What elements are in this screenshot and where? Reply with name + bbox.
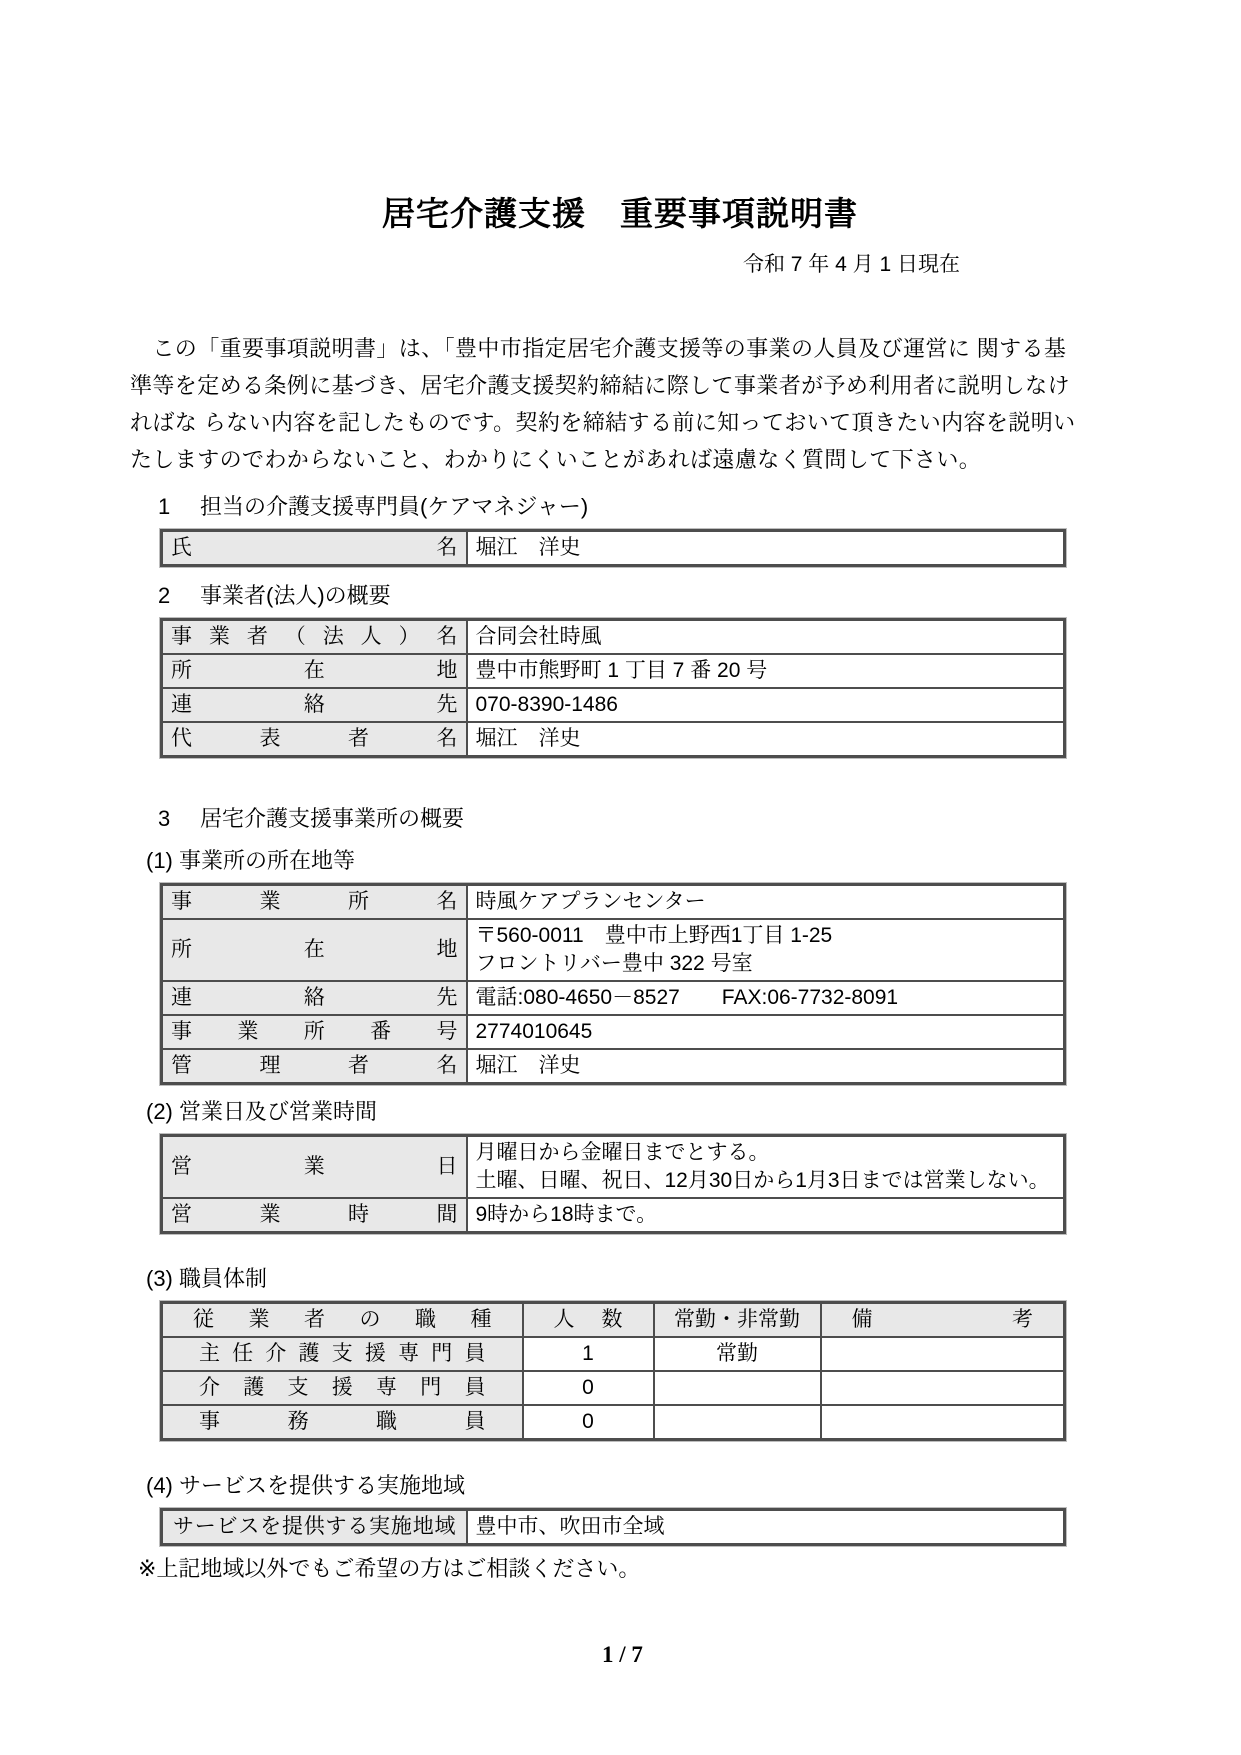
section-title: 居宅介護支援事業所の概要 <box>200 806 465 832</box>
label-cell: 営 業 日 <box>162 1136 467 1199</box>
table-row <box>162 1015 1065 1049</box>
subsection-3-heading: (3) 職員体制 <box>146 1266 268 1292</box>
value-cell <box>467 919 1065 981</box>
section-1-heading <box>158 492 1110 522</box>
value-cell: 堀江 洋史 <box>467 1049 1065 1084</box>
section-number: 3 <box>158 806 171 832</box>
hours-line: 土曜、日曜、祝日、12月30日から1月3日までは営業しない。 <box>475 1169 1050 1193</box>
table-row <box>162 531 1065 566</box>
section-3-heading <box>158 804 1110 834</box>
header-cell: 常勤・非常勤 <box>654 1303 821 1338</box>
table-header-row <box>162 1303 1065 1338</box>
section-title: 事業者(法人)の概要 <box>200 583 391 609</box>
header-cell: 人 数 <box>523 1303 654 1338</box>
label-cell: 連 絡 先 <box>162 688 467 722</box>
value-cell: 電話:080-4650－8527 FAX:06-7732-8091 <box>467 981 1065 1015</box>
note-cell <box>821 1405 1065 1440</box>
label-cell: 営 業 時 間 <box>162 1198 467 1233</box>
header-cell: 従 業 者 の 職 種 <box>162 1303 523 1338</box>
hours-line: 月曜日から金曜日までとする。 <box>475 1141 770 1165</box>
role-cell: 事 務 職 員 <box>162 1405 523 1440</box>
note-cell <box>821 1371 1065 1405</box>
employment-type-cell <box>654 1405 821 1440</box>
office-location-table <box>160 883 1066 1085</box>
value-cell: 堀江 洋史 <box>467 531 1065 566</box>
service-area-note: ※上記地域以外でもご希望の方はご相談ください。 <box>138 1556 641 1582</box>
value-cell: 9時から18時まで。 <box>467 1198 1065 1233</box>
value-cell: 堀江 洋史 <box>467 722 1065 757</box>
value-cell: 時風ケアプランセンター <box>467 885 1065 920</box>
address-line: 〒560-0011 豊中市上野西1丁目 1-25 <box>475 924 833 948</box>
value-cell: 豊中市、吹田市全域 <box>467 1510 1065 1545</box>
table-row <box>162 1136 1065 1199</box>
table-row <box>162 1337 1065 1371</box>
employment-type-cell: 常勤 <box>654 1337 821 1371</box>
label-cell: 氏 名 <box>162 531 467 566</box>
count-cell: 1 <box>523 1337 654 1371</box>
intro-line: 準等を定める条例に基づき、居宅介護支援契約締結に際して事業者が予め利用者に説明しなけ <box>130 373 1070 399</box>
table-row <box>162 620 1065 655</box>
label-cell: サービスを提供する実施地域 <box>162 1510 467 1545</box>
staffing-table <box>160 1301 1066 1441</box>
table-row <box>162 885 1065 920</box>
table-row <box>162 1510 1065 1545</box>
intro-line: ればな らない内容を記したものです。契約を締結する前に知っておいて頂きたい内容を説明い <box>130 410 1076 436</box>
service-area-table <box>160 1508 1066 1546</box>
subsection-1-heading: (1) 事業所の所在地等 <box>146 848 356 874</box>
intro-paragraph <box>130 330 1110 478</box>
role-cell: 介 護 支 援 専 門 員 <box>162 1371 523 1405</box>
address-line: フロントリバー豊中 322 号室 <box>475 952 753 976</box>
section-title: 担当の介護支援専門員(ケアマネジャー) <box>200 494 589 520</box>
table-row <box>162 1049 1065 1084</box>
value-cell: 豊中市熊野町 1 丁目 7 番 20 号 <box>467 654 1065 688</box>
page-title: 居宅介護支援 重要事項説明書 <box>382 195 858 232</box>
business-hours-table <box>160 1134 1066 1234</box>
table-row <box>162 1405 1065 1440</box>
note-cell <box>821 1337 1065 1371</box>
count-cell: 0 <box>523 1371 654 1405</box>
label-cell: 事 業 所 名 <box>162 885 467 920</box>
table-row <box>162 1371 1065 1405</box>
label-cell: 管 理 者 名 <box>162 1049 467 1084</box>
value-cell <box>467 1136 1065 1199</box>
table-row <box>162 919 1065 981</box>
page-number: 1 / 7 <box>602 1642 643 1668</box>
label-cell: 代 表 者 名 <box>162 722 467 757</box>
value-cell: 070-8390-1486 <box>467 688 1065 722</box>
table-row <box>162 1198 1065 1233</box>
intro-line: この「重要事項説明書」は、「豊中市指定居宅介護支援等の事業の人員及び運営に 関する基 <box>130 336 1067 362</box>
label-cell: 事 業 所 番 号 <box>162 1015 467 1049</box>
employment-type-cell <box>654 1371 821 1405</box>
role-cell: 主任介護支援専門員 <box>162 1337 523 1371</box>
label-cell: 事 業 者 （ 法 人 ） 名 <box>162 620 467 655</box>
date-line: 令和 7 年 4 月 1 日現在 <box>742 253 960 277</box>
table-row <box>162 654 1065 688</box>
count-cell: 0 <box>523 1405 654 1440</box>
subsection-2-heading: (2) 営業日及び営業時間 <box>146 1099 378 1125</box>
label-cell: 所 在 地 <box>162 654 467 688</box>
table-row <box>162 722 1065 757</box>
care-manager-table <box>160 529 1066 567</box>
header-cell: 備 考 <box>821 1303 1065 1338</box>
table-row <box>162 981 1065 1015</box>
section-2-heading <box>158 581 1110 611</box>
business-entity-table <box>160 618 1066 758</box>
value-cell: 2774010645 <box>467 1015 1065 1049</box>
label-cell: 連 絡 先 <box>162 981 467 1015</box>
section-number: 2 <box>158 583 171 609</box>
subsection-4-heading: (4) サービスを提供する実施地域 <box>146 1473 466 1499</box>
label-cell: 所 在 地 <box>162 919 467 981</box>
intro-line: たしますのでわからないこと、わかりにくいことがあれば遠慮なく質問して下さい。 <box>130 447 982 473</box>
section-number: 1 <box>158 494 171 520</box>
table-row <box>162 688 1065 722</box>
value-cell: 合同会社時風 <box>467 620 1065 655</box>
